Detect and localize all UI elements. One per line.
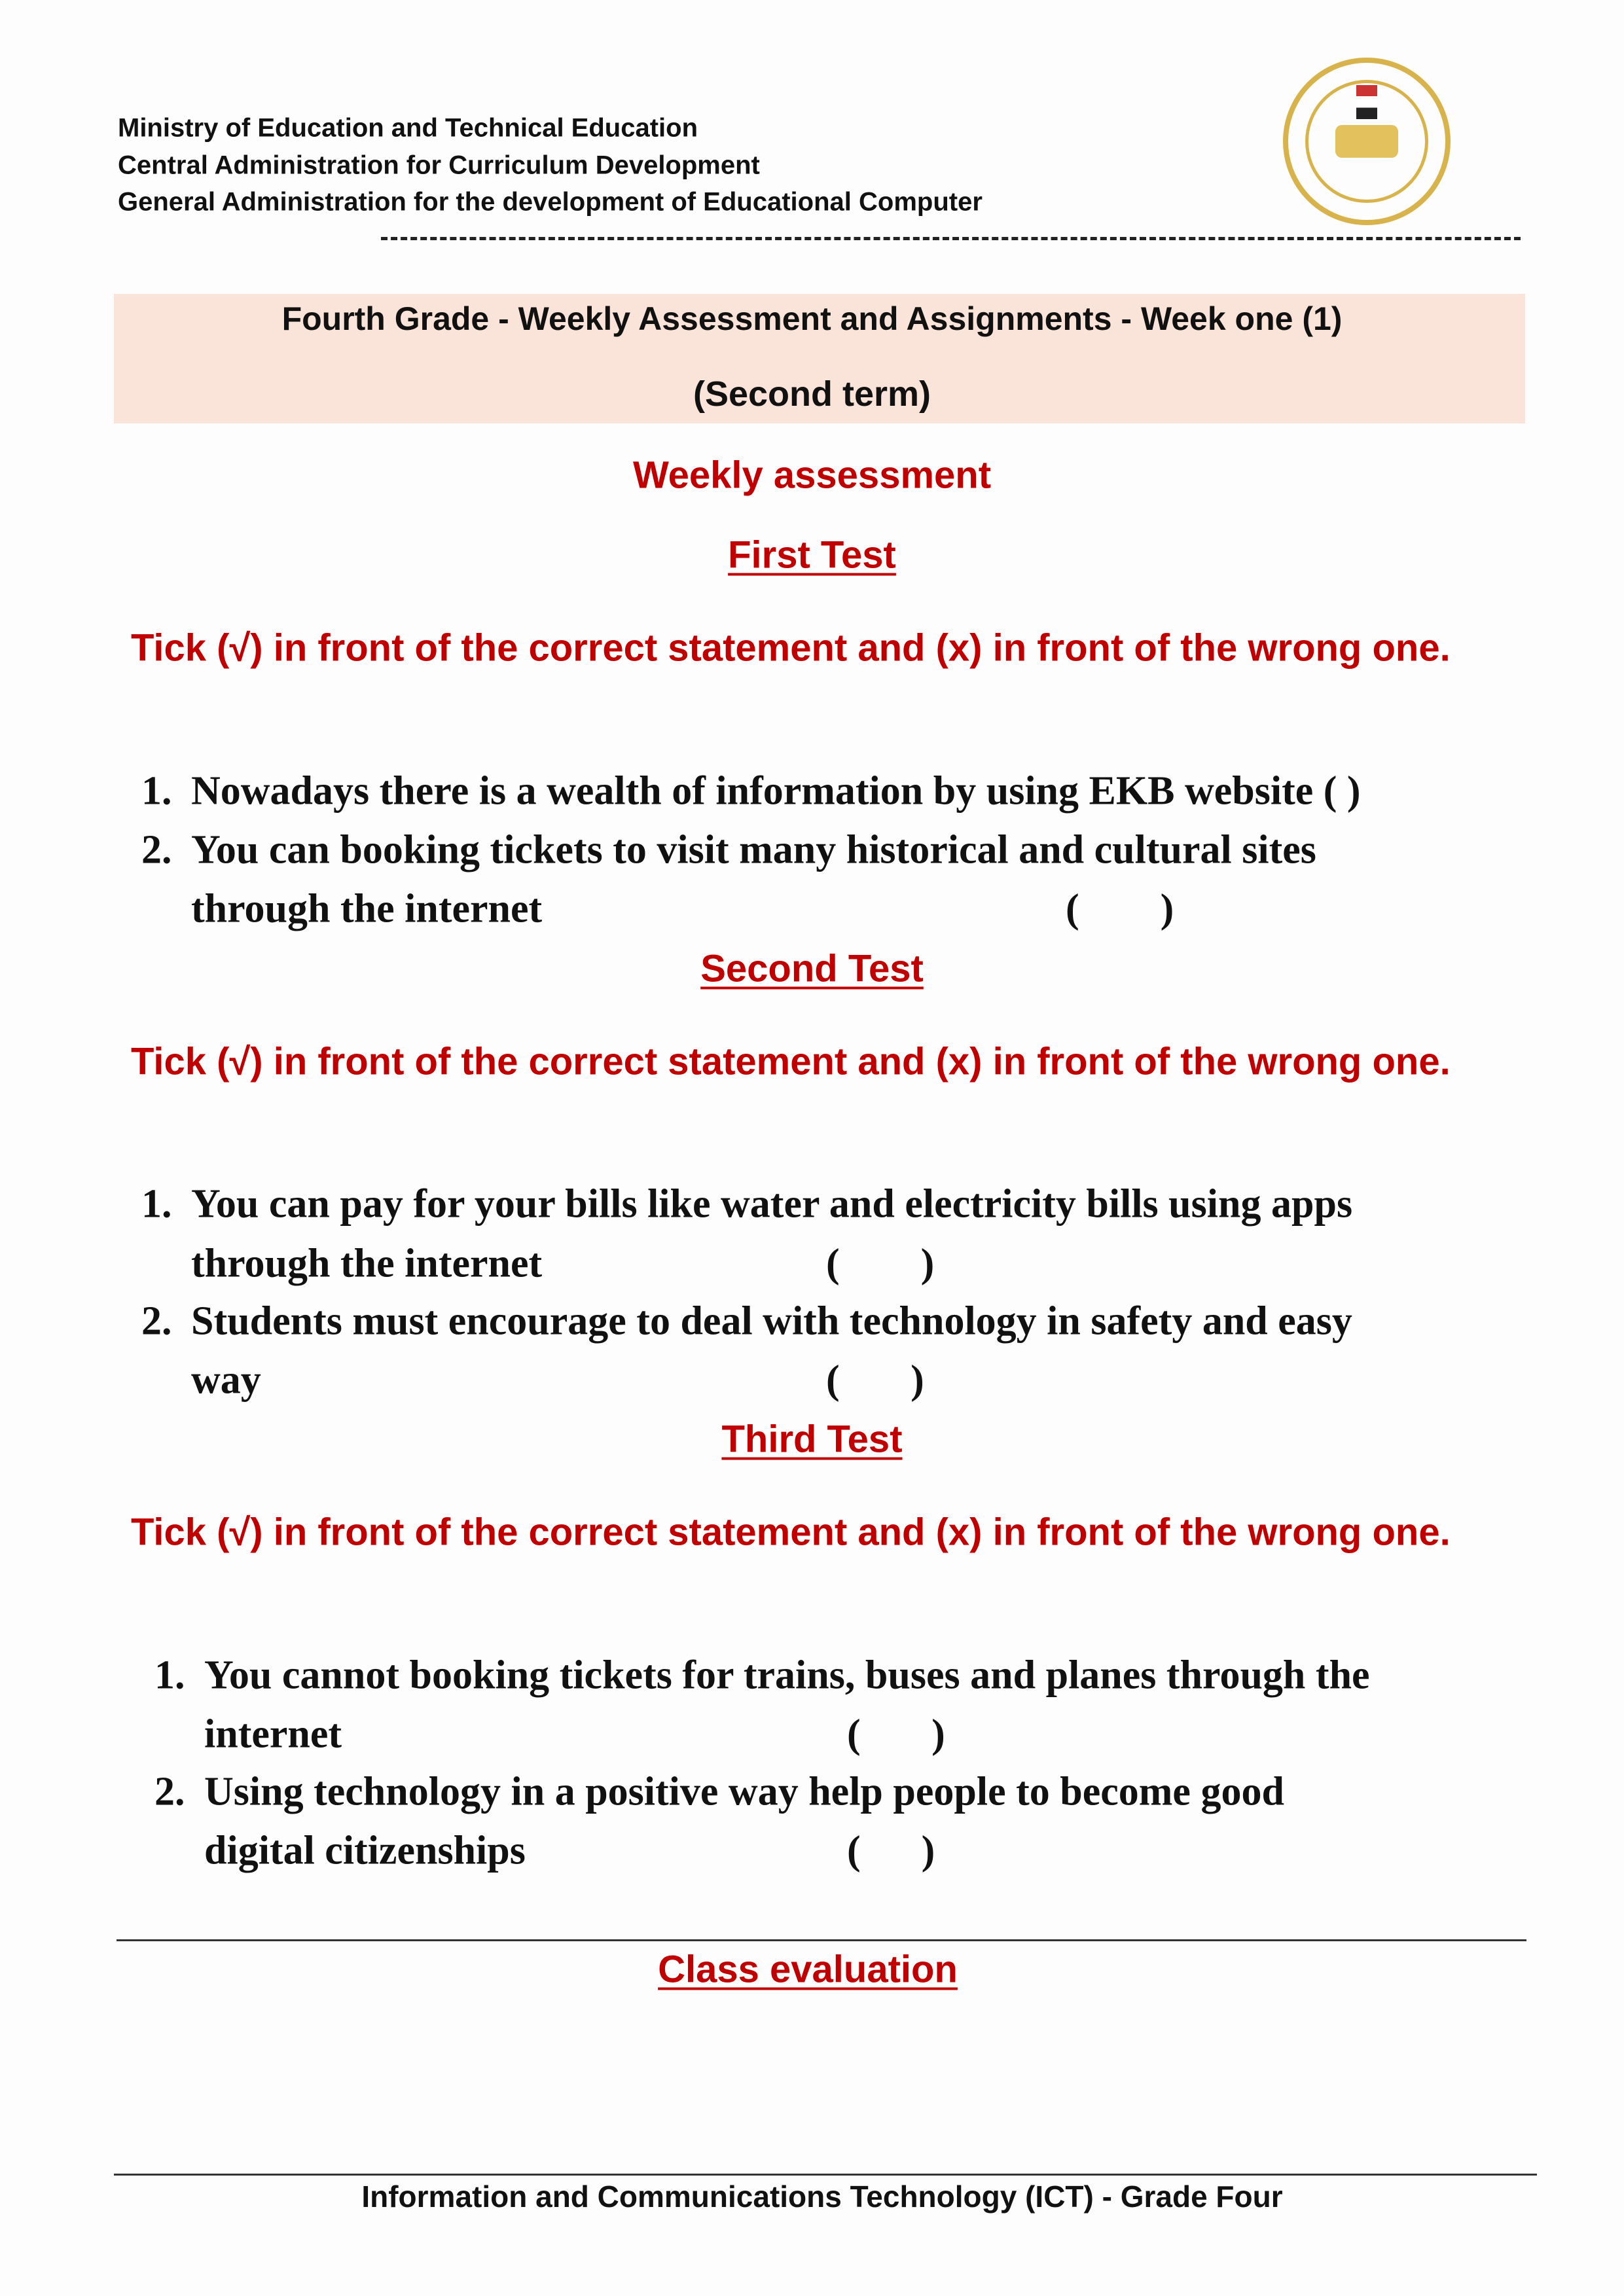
section-title: Weekly assessment bbox=[632, 454, 992, 497]
item-number: 2. bbox=[141, 1299, 172, 1344]
answer-blank[interactable]: ( ) bbox=[826, 1357, 924, 1403]
test-instruction: Tick (√) in front of the correct statement and (x) in front of the wrong one. bbox=[131, 626, 1451, 670]
question-text: You can pay for your bills like water and electricity bills using apps bbox=[191, 1181, 1353, 1227]
question-text: through the internet bbox=[191, 1241, 543, 1286]
question-text: digital citizenships bbox=[204, 1828, 526, 1873]
eagle-emblem-icon bbox=[1356, 85, 1377, 119]
test-instruction: Tick (√) in front of the correct statement and (x) in front of the wrong one. bbox=[131, 1040, 1451, 1083]
header-dashed-divider bbox=[381, 237, 1521, 240]
banner-title: Fourth Grade - Weekly Assessment and Assignments - Week one (1) bbox=[281, 300, 1343, 337]
test-title: Second Test bbox=[700, 947, 924, 990]
question-text: You cannot booking tickets for trains, buses and planes through the bbox=[204, 1653, 1370, 1698]
item-number: 1. bbox=[141, 1181, 172, 1227]
answer-blank[interactable]: ( ) bbox=[847, 1828, 935, 1873]
banner-subtitle: (Second term) bbox=[693, 374, 931, 414]
test-instruction: Tick (√) in front of the correct statement and (x) in front of the wrong one. bbox=[131, 1511, 1451, 1554]
footer-text: Information and Communications Technology (ICT) - Grade Four bbox=[361, 2179, 1283, 2214]
item-number: 1. bbox=[154, 1653, 185, 1698]
answer-blank[interactable]: ( ) bbox=[826, 1241, 935, 1286]
question-text: internet bbox=[204, 1712, 342, 1757]
question-text: You can booking tickets to visit many historical and cultural sites bbox=[191, 827, 1316, 872]
answer-blank[interactable]: ( ) bbox=[1066, 886, 1174, 931]
test-title: First Test bbox=[728, 533, 896, 577]
ministry-logo-seal bbox=[1283, 58, 1451, 225]
question-text: through the internet bbox=[191, 886, 543, 931]
question-text: way bbox=[191, 1357, 261, 1403]
question-text: Nowadays there is a wealth of information by using EKB website ( ) bbox=[191, 768, 1361, 814]
test-title: Third Test bbox=[721, 1418, 903, 1461]
question-text: Using technology in a positive way help people to become good bbox=[204, 1769, 1284, 1814]
answer-blank[interactable]: ( ) bbox=[847, 1712, 945, 1757]
header-general-admin: General Administration for the development of Educational Computer bbox=[118, 187, 983, 217]
item-number: 2. bbox=[141, 827, 172, 872]
header-central-admin: Central Administration for Curriculum Development bbox=[118, 151, 760, 180]
question-text: Students must encourage to deal with technology in safety and easy bbox=[191, 1299, 1352, 1344]
item-number: 2. bbox=[154, 1769, 185, 1814]
footer-divider bbox=[114, 2174, 1537, 2176]
section-divider bbox=[117, 1939, 1526, 1941]
header-ministry: Ministry of Education and Technical Education bbox=[118, 113, 698, 143]
class-evaluation-title: Class evaluation bbox=[658, 1948, 958, 1991]
item-number: 1. bbox=[141, 768, 172, 814]
